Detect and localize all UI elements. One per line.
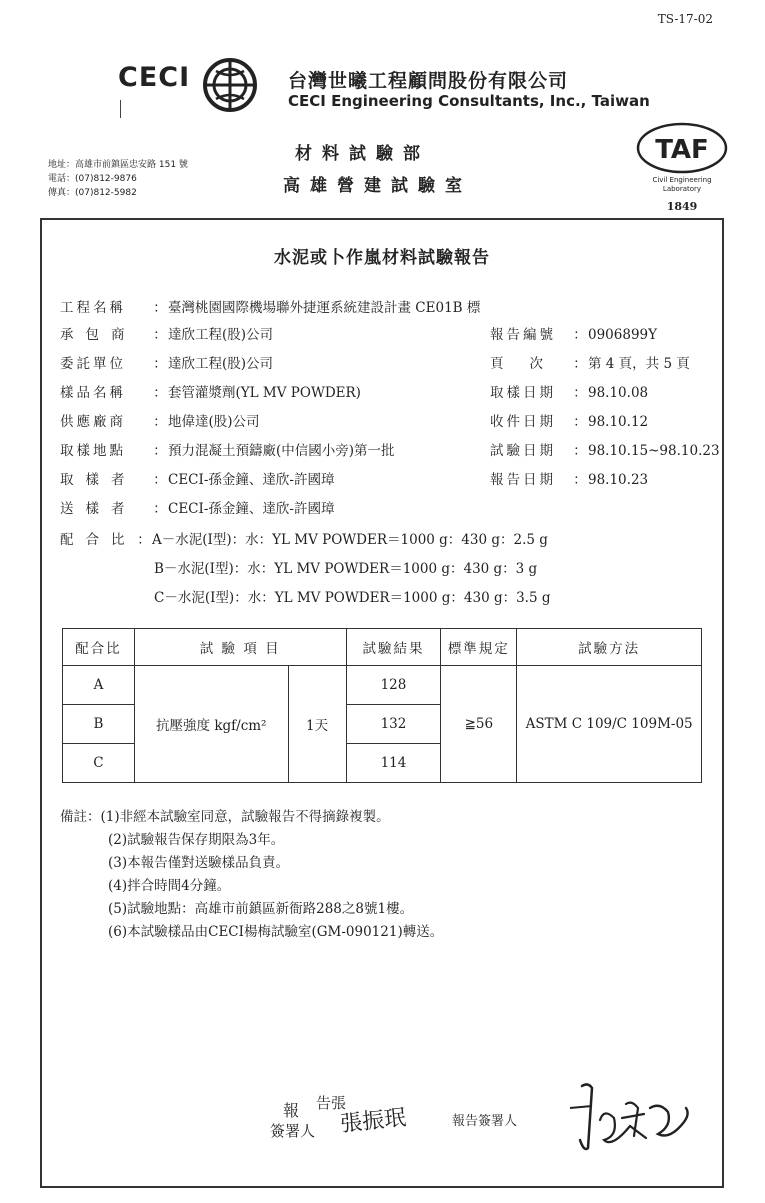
field-label: 送樣者 bbox=[60, 501, 137, 517]
table-row bbox=[63, 666, 702, 705]
field-label: 供應廠商 bbox=[60, 414, 126, 430]
field-label: 報告日期 bbox=[490, 472, 556, 488]
signer-stamp: 告張 bbox=[316, 1094, 347, 1112]
field-test-date: 試驗日期 ：98.10.15~98.10.23 bbox=[490, 439, 720, 459]
field-report-no: 報告編號 ：0906899Y bbox=[490, 323, 657, 343]
taf-subtitle-1: Civil Engineering bbox=[652, 176, 712, 184]
company-name-en: CECI Engineering Consultants, Inc., Taiwan bbox=[288, 92, 650, 110]
mix-ratio-c: C－水泥(Ⅰ型)：水：YL MV POWDER＝1000 g：430 g：3.5 g bbox=[154, 590, 551, 606]
field-label: 樣品名稱 bbox=[60, 385, 126, 401]
cell-method: ASTM C 109/C 109M-05 bbox=[517, 666, 702, 783]
field-value: 套管灌漿劑(YL MV POWDER) bbox=[168, 385, 361, 401]
field-value: 98.10.23 bbox=[588, 472, 649, 488]
notes-section bbox=[60, 806, 443, 944]
table-header-row bbox=[63, 629, 702, 666]
lab-phone: 電話：(07)812-9876 bbox=[48, 174, 137, 184]
field-value: 地偉達(股)公司 bbox=[168, 414, 260, 430]
taf-logo-icon bbox=[632, 120, 732, 176]
header-standard: 標準規定 bbox=[441, 629, 517, 666]
header-result: 試驗結果 bbox=[346, 629, 441, 666]
note-item: (4)拌合時間4分鐘。 bbox=[108, 878, 231, 894]
field-value: 預力混凝土預鑄廠(中信國小旁)第一批 bbox=[168, 443, 395, 459]
mix-ratio-a: A－水泥(Ⅰ型)：水：YL MV POWDER＝1000 g：430 g：2.5 g bbox=[152, 532, 548, 548]
notes-label: 備註： bbox=[60, 809, 101, 825]
field-value: 98.10.12 bbox=[588, 414, 649, 430]
note-item: (1)非經本試驗室同意，試驗報告不得摘錄複製。 bbox=[100, 809, 390, 825]
cell-mix: B bbox=[63, 705, 135, 744]
report-signer-label: 報告簽署人 bbox=[452, 1114, 518, 1129]
field-value: 達欣工程(股)公司 bbox=[168, 327, 274, 343]
field-label: 收件日期 bbox=[490, 414, 556, 430]
field-label: 配合比 bbox=[60, 532, 137, 548]
lab-fax: 傳真：(07)812-5982 bbox=[48, 188, 137, 198]
cell-mix: C bbox=[63, 744, 135, 783]
taf-logo-text: TAF bbox=[655, 135, 709, 165]
field-value: 98.10.08 bbox=[588, 385, 649, 401]
globe-logo-icon bbox=[202, 57, 258, 113]
field-value: 臺灣桃園國際機場聯外捷運系統建設計畫 CE01B 標 bbox=[168, 300, 481, 316]
field-value: 第 4 頁，共 5 頁 bbox=[588, 356, 690, 372]
cell-result: 128 bbox=[346, 666, 441, 705]
signer-name: 張振珉 bbox=[339, 1105, 408, 1138]
field-label: 頁次 bbox=[490, 356, 569, 372]
signer-label-bottom: 簽署人 bbox=[270, 1122, 316, 1140]
cell-age: 1天 bbox=[288, 666, 346, 783]
field-label: 承包商 bbox=[60, 327, 137, 343]
note-item: (3)本報告僅對送驗樣品負責。 bbox=[108, 855, 290, 871]
field-sampling-date: 取樣日期 ：98.10.08 bbox=[490, 381, 648, 401]
field-label: 工程名稱 bbox=[60, 300, 126, 316]
handwritten-signature-icon bbox=[560, 1078, 700, 1154]
lab-address: 地址：高雄市前鎮區忠安路 151 號 bbox=[48, 160, 188, 170]
header-method: 試驗方法 bbox=[517, 629, 702, 666]
field-page: 頁次 ：第 4 頁，共 5 頁 bbox=[490, 352, 690, 372]
results-table bbox=[62, 628, 702, 783]
taf-accreditation-mark bbox=[632, 120, 732, 213]
field-value: CECI-孫金鐘、達欣-許國璋 bbox=[168, 501, 335, 517]
field-label: 委託單位 bbox=[60, 356, 126, 372]
mix-ratio-b: B－水泥(Ⅰ型)：水：YL MV POWDER＝1000 g：430 g：3 g bbox=[154, 561, 538, 577]
cell-mix: A bbox=[63, 666, 135, 705]
company-name-zh: 台灣世曦工程顧問股份有限公司 bbox=[288, 70, 569, 92]
cell-test-item: 抗壓強度 kgf/cm² bbox=[134, 666, 288, 783]
cell-result: 114 bbox=[346, 744, 441, 783]
note-item: (6)本試驗樣品由CECI楊梅試驗室(GM-090121)轉送。 bbox=[108, 924, 444, 940]
cell-standard: ≧56 bbox=[441, 666, 517, 783]
cell-result: 132 bbox=[346, 705, 441, 744]
header-divider bbox=[120, 100, 121, 118]
taf-subtitle-2: Laboratory bbox=[662, 185, 702, 193]
note-item: (2)試驗報告保存期限為3年。 bbox=[108, 832, 285, 848]
department-name: 材料試驗部 bbox=[295, 144, 430, 164]
taf-number: 1849 bbox=[666, 200, 698, 213]
field-sampling-location: 取樣地點 ：預力混凝土預鑄廠(中信國小旁)第一批 bbox=[60, 439, 395, 459]
header-item: 試 驗 項 目 bbox=[134, 629, 346, 666]
field-sampler: 取樣者 ：CECI-孫金鐘、達欣-許國璋 bbox=[60, 468, 334, 488]
lab-name: 高雄營建試驗室 bbox=[283, 176, 472, 196]
field-label: 取樣者 bbox=[60, 472, 137, 488]
field-label: 報告編號 bbox=[490, 327, 556, 343]
header-mix: 配合比 bbox=[63, 629, 135, 666]
field-label: 取樣日期 bbox=[490, 385, 556, 401]
field-receipt-date: 收件日期 ：98.10.12 bbox=[490, 410, 648, 430]
field-label: 取樣地點 bbox=[60, 443, 126, 459]
field-submitter: 送樣者 ：CECI-孫金鐘、達欣-許國璋 bbox=[60, 497, 334, 517]
report-title: 水泥或卜作嵐材料試驗報告 bbox=[274, 248, 490, 268]
field-value: 達欣工程(股)公司 bbox=[168, 356, 274, 372]
field-value: CECI-孫金鐘、達欣-許國璋 bbox=[168, 472, 335, 488]
field-project: 工程名稱 ：臺灣桃園國際機場聯外捷運系統建設計畫 CE01B 標 bbox=[60, 296, 480, 316]
form-number: TS-17-02 bbox=[657, 12, 713, 26]
field-client: 委託單位 ：達欣工程(股)公司 bbox=[60, 352, 273, 372]
field-report-date: 報告日期 ：98.10.23 bbox=[490, 468, 648, 488]
field-sample-name: 樣品名稱 ：套管灌漿劑(YL MV POWDER) bbox=[60, 381, 361, 401]
field-value: 0906899Y bbox=[588, 327, 658, 343]
field-mix-ratio: 配合比：A－水泥(Ⅰ型)：水：YL MV POWDER＝1000 g：430 g：2.5 g bbox=[60, 528, 548, 548]
ceci-logo-text: CECI bbox=[118, 62, 191, 93]
field-label: 試驗日期 bbox=[490, 443, 556, 459]
note-item: (5)試驗地點：高雄市前鎮區新衙路288之8號1樓。 bbox=[108, 901, 414, 917]
signer-label-top: 報 bbox=[283, 1101, 300, 1120]
field-contractor: 承包商 ：達欣工程(股)公司 bbox=[60, 323, 273, 343]
field-value: 98.10.15~98.10.23 bbox=[588, 443, 720, 459]
field-supplier: 供應廠商 ：地偉達(股)公司 bbox=[60, 410, 260, 430]
